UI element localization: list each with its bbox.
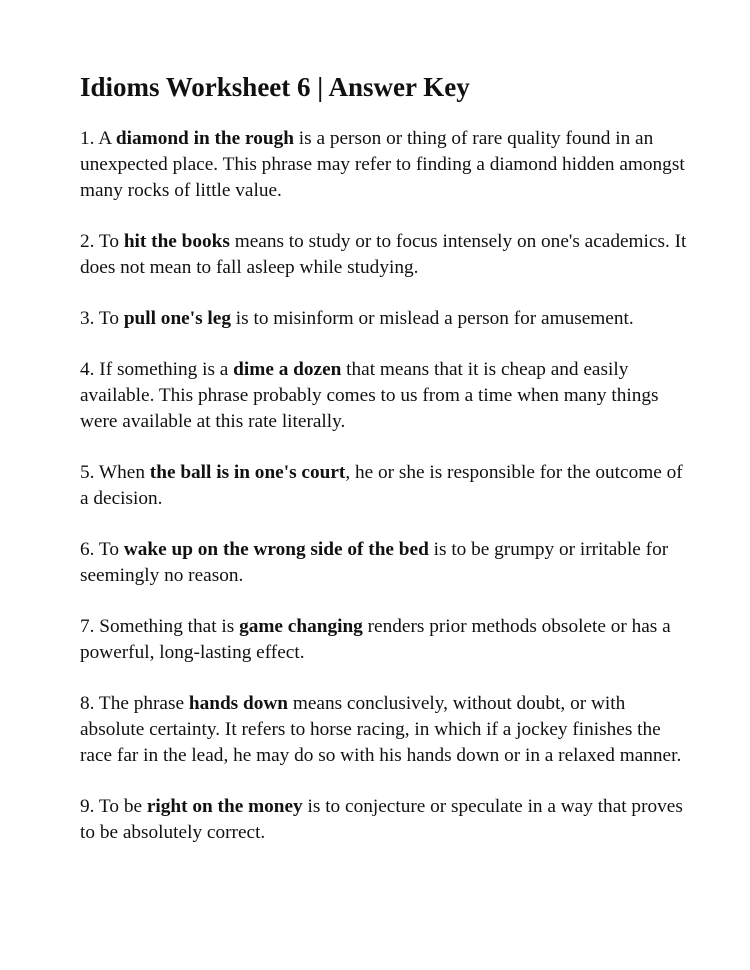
entry-definition-text: means to study or to focus intensely on one's academics. It does not mean to fall asleep while studying.	[80, 231, 687, 278]
answer-entry-9	[80, 794, 690, 846]
answer-entry-8	[80, 691, 690, 769]
entry-lead-text: 9. To be	[80, 796, 147, 817]
entry-definition-text: is to conjecture or speculate in a way that proves to be absolutely correct.	[80, 796, 683, 843]
entry-lead-text: 4. If something is a	[80, 359, 234, 380]
entry-lead-text: 8. The phrase	[80, 693, 189, 714]
entry-lead-text: 7. Something that is	[80, 616, 240, 637]
entry-definition-text: is to misinform or mislead a person for amusement.	[230, 308, 634, 329]
idiom-phrase: hit the books	[123, 231, 230, 252]
entry-lead-text: 5. When	[80, 462, 150, 483]
idiom-phrase: diamond in the rough	[115, 128, 294, 149]
entry-definition-text: means conclusively, without doubt, or with absolute certainty. It refers to horse racing, in which if a jockey finishes the race far in the lead, he may do so with his hands down or in a relaxed manner.	[80, 693, 682, 766]
entry-definition-text: renders prior methods obsolete or has a powerful, long-lasting effect.	[80, 616, 671, 663]
entry-lead-text: 2. To	[80, 231, 124, 252]
entry-definition-text: that means that it is cheap and easily available. This phrase probably comes to us from a time when many things were available at this rate literally.	[80, 359, 659, 432]
answer-entry-2	[80, 229, 690, 281]
entry-definition-text: is a person or thing of rare quality found in an unexpected place. This phrase may refer to finding a diamond hidden amongst many rocks of little value.	[80, 128, 685, 201]
entry-lead-text: 3. To	[80, 308, 124, 329]
idiom-phrase: the ball is in one's court	[149, 462, 346, 483]
page-title: Idioms Worksheet 6 | Answer Key	[80, 72, 470, 102]
answer-entry-3	[80, 306, 690, 332]
entry-lead-text: 1. A	[80, 128, 116, 149]
idiom-phrase: right on the money	[146, 796, 303, 817]
idiom-phrase: game changing	[239, 616, 363, 637]
idiom-phrase: wake up on the wrong side of the bed	[123, 539, 429, 560]
worksheet-page	[80, 70, 690, 871]
entry-definition-text: , he or she is responsible for the outcome of a decision.	[80, 462, 683, 509]
entry-definition-text: is to be grumpy or irritable for seemingly no reason.	[80, 539, 669, 586]
answer-entry-1	[80, 126, 690, 204]
entry-lead-text: 6. To	[80, 539, 124, 560]
answer-entry-4	[80, 357, 690, 435]
idiom-phrase: dime a dozen	[233, 359, 342, 380]
answer-entry-6	[80, 537, 690, 589]
idiom-phrase: hands down	[188, 693, 289, 714]
answer-entry-7	[80, 614, 690, 666]
idiom-phrase: pull one's leg	[123, 308, 231, 329]
answer-entry-5	[80, 460, 690, 512]
